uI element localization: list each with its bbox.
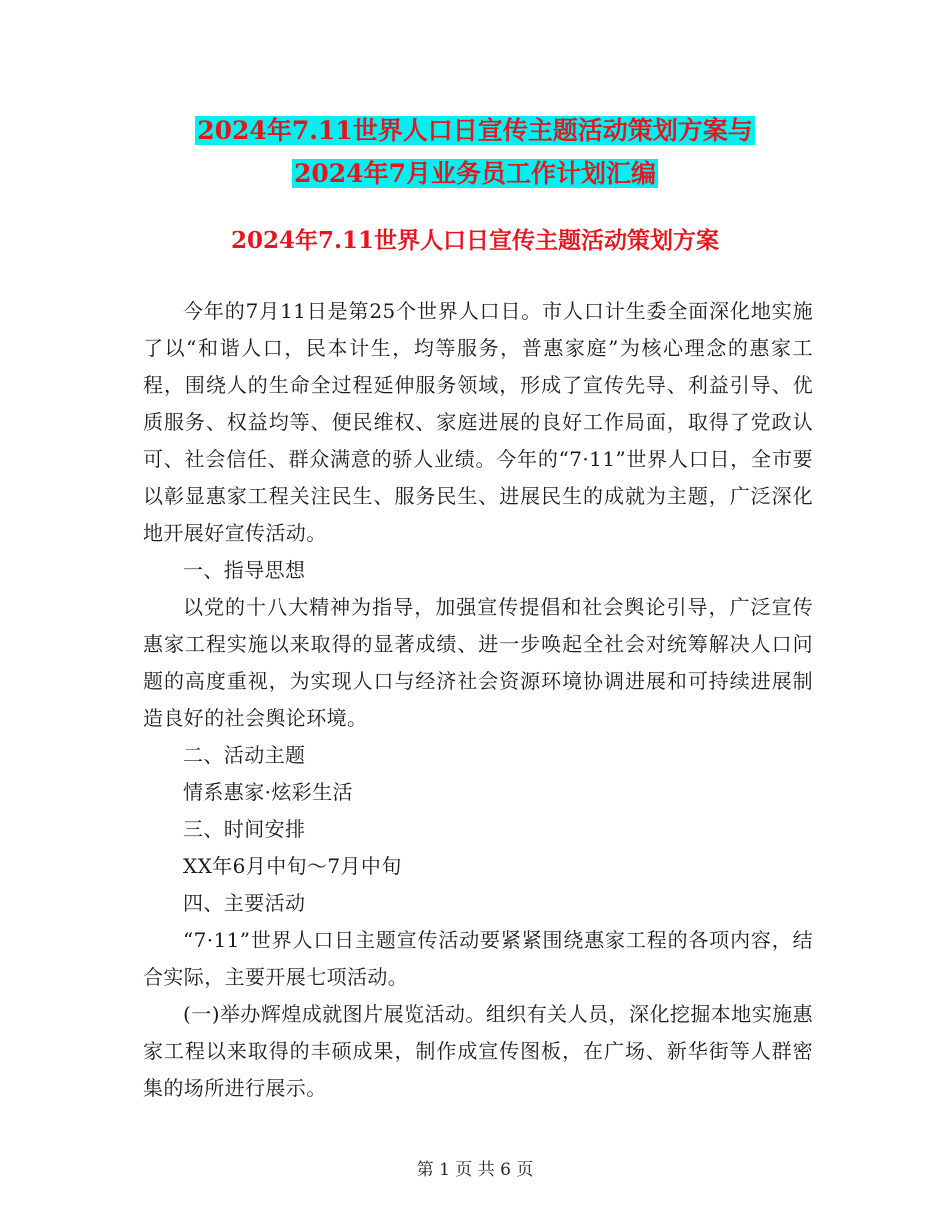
document-title-line-1: 2024年7.11世界人口日宣传主题活动策划方案与 (197, 116, 753, 145)
paragraph-schedule: XX年6月中旬～7月中旬 (183, 854, 402, 878)
document-title-line-2: 2024年7月业务员工作计划汇编 (294, 159, 656, 188)
heading-schedule: 三、时间安排 (183, 817, 306, 841)
paragraph-intro: 今年的7月11日是第25个世界人口日。市人口计生委全面深化地实施了以“和谐人口，民本计生，均等服务，普惠家庭”为核心理念的惠家工程，围绕人的生命全过程延伸服务领域，形成了宣传先导、利益引导、优质服务、权益均等、便民维权、家庭进展的良好工作局面，取得了党政认可、社会信任、群众满意的骄人业绩。今年的“7·11”世界人口日，全市要以彰显惠家工程关注民生、服务民生、进展民生的成就为主题，广泛深化地开展好宣传活动。 (143, 299, 813, 545)
heading-main-activities: 四、主要活动 (183, 891, 306, 915)
paragraph-activity-1: (一)举办辉煌成就图片展览活动。组织有关人员，深化挖掘本地实施惠家工程以来取得的丰硕成果，制作成宣传图板，在广场、新华街等人群密集的场所进行展示。 (143, 1002, 813, 1100)
paragraph-activity-theme: 情系惠家·炫彩生活 (183, 780, 353, 804)
document-body (143, 293, 813, 1107)
page-footer: 第 1 页 共 6 页 (416, 1160, 534, 1180)
heading-guiding-ideology: 一、指导思想 (183, 558, 306, 582)
section-title: 2024年7.11世界人口日宣传主题活动策划方案 (230, 227, 720, 254)
paragraph-guiding-ideology: 以党的十八大精神为指导，加强宣传提倡和社会舆论引导，广泛宣传惠家工程实施以来取得的显著成绩、进一步唤起全社会对统筹解决人口问题的高度重视，为实现人口与经济社会资源环境协调进展和可持续进展制造良好的社会舆论环境。 (143, 595, 813, 730)
heading-activity-theme: 二、活动主题 (183, 743, 306, 767)
paragraph-main-activities: “7·11”世界人口日主题宣传活动要紧紧围绕惠家工程的各项内容，结合实际，主要开展七项活动。 (143, 928, 813, 989)
